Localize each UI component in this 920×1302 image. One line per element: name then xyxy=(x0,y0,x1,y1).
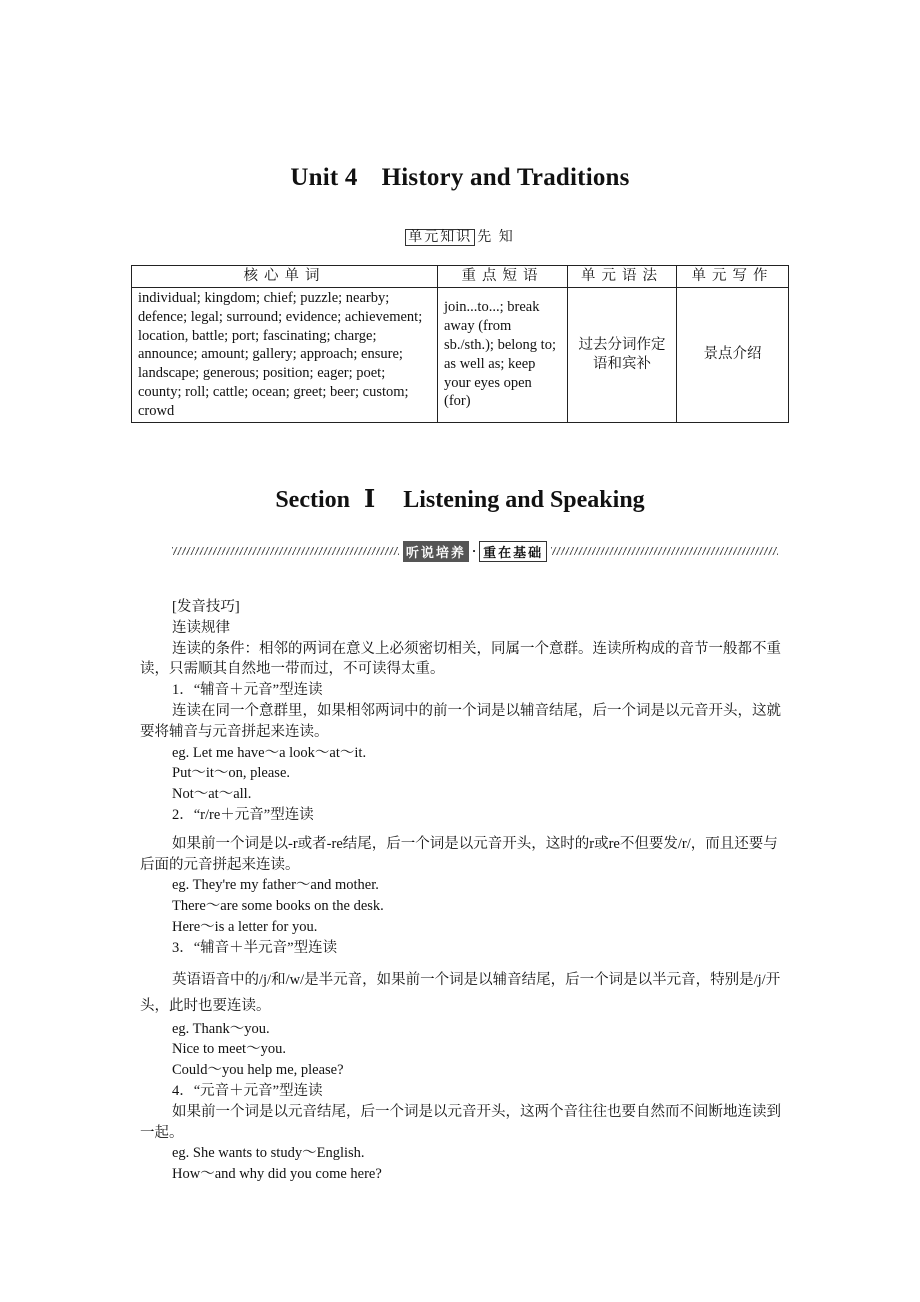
header-core-words: 核心单词 xyxy=(132,266,438,288)
rule-example: How～and why did you come here? xyxy=(172,1166,382,1183)
knowledge-table xyxy=(131,265,789,423)
rule-description: 英语语音中的/j/和/w/是半元音，如果前一个词是以辅音结尾，后一个词是以半元音，特别是/j/开头，此时也要连读。 xyxy=(140,971,781,1014)
rule-title: 1．“辅音＋元音”型连读 xyxy=(172,682,323,699)
banner-hatch-left xyxy=(172,547,399,555)
table-header-row xyxy=(132,266,789,288)
phrases-cell: join...to...; break away (from sb./sth.); belong to; as well as; keep your eyes open (for) xyxy=(438,288,568,423)
prior-knowledge-rest: 先 知 xyxy=(477,230,515,245)
table-row xyxy=(132,288,789,423)
prior-knowledge-boxed: 单元知识 xyxy=(405,229,475,246)
content-intro: 连读的条件：相邻的两词在意义上必须密切相关，同属一个意群。连读所构成的音节一般都不重读，只需顺其自然地一带而过，不可读得太重。 xyxy=(140,640,781,678)
header-phrases: 重点短语 xyxy=(438,266,568,288)
rule-description: 如果前一个词是以-r或者-re结尾，后一个词是以元音开头，这时的r或re不但要发/r/，而且还要与后面的元音拼起来连读。 xyxy=(140,835,778,873)
content-subheading: 连读规律 xyxy=(172,619,230,636)
banner-dot: · xyxy=(471,543,477,558)
rule-title: 3．“辅音＋半元音”型连读 xyxy=(172,939,338,956)
banner-hatch-right xyxy=(551,547,778,555)
header-grammar: 单元语法 xyxy=(568,266,677,288)
banner-badge xyxy=(403,541,547,562)
section-numeral: Ⅰ xyxy=(364,487,376,513)
rule-example: Here～is a letter for you. xyxy=(172,918,318,935)
rule-example: eg. Thank～you. xyxy=(172,1020,270,1037)
content-body xyxy=(140,597,785,1185)
section-banner xyxy=(172,541,778,561)
writing-cell: 景点介绍 xyxy=(677,288,789,423)
rule-example: eg. They're my father～and mother. xyxy=(172,877,379,894)
unit-title xyxy=(0,164,920,192)
rule-description: 连读在同一个意群里，如果相邻两词中的前一个词是以辅音结尾，后一个词是以元音开头，这就要将辅音与元音拼起来连读。 xyxy=(140,702,781,740)
rule-example: Could～you help me, please? xyxy=(172,1062,344,1079)
section-title xyxy=(0,484,920,514)
banner-left-label: 听说培养 xyxy=(403,541,469,562)
rule-example: There～are some books on the desk. xyxy=(172,898,384,915)
header-writing: 单元写作 xyxy=(677,266,789,288)
section-label: Section xyxy=(275,487,350,513)
rule-example: Not～at～all. xyxy=(172,786,252,803)
rule-example: eg. She wants to study～English. xyxy=(172,1145,365,1162)
content-heading: [发音技巧] xyxy=(172,599,240,615)
rule-title: 4．“元音＋元音”型连读 xyxy=(172,1082,323,1099)
rule-example: Put～it～on, please. xyxy=(172,765,291,782)
rule-example: Nice to meet～you. xyxy=(172,1041,286,1058)
section-name: Listening and Speaking xyxy=(403,487,645,513)
rule-title: 2．“r/re＋元音”型连读 xyxy=(172,806,314,823)
core-words-cell: individual; kingdom; chief; puzzle; nearby; defence; legal; surround; evidence; achievement; location, battle; port; fascinating; charge; announce; amount; gallery; approach; ensure; landscape; generous; position; eager; poet; county; roll; cattle; ocean; greet; beer; custom; crowd xyxy=(132,288,438,423)
rule-description: 如果前一个词是以元音结尾，后一个词是以元音开头，这两个音往往也要自然而不间断地连读到一起。 xyxy=(140,1103,781,1141)
rule-example: eg. Let me have～a look～at～it. xyxy=(172,744,367,761)
unit-number: Unit 4 xyxy=(290,164,358,191)
prior-knowledge-heading xyxy=(0,226,920,246)
unit-name: History and Traditions xyxy=(381,164,630,191)
banner-right-label: 重在基础 xyxy=(479,541,547,562)
grammar-cell: 过去分词作定语和宾补 xyxy=(568,288,677,423)
